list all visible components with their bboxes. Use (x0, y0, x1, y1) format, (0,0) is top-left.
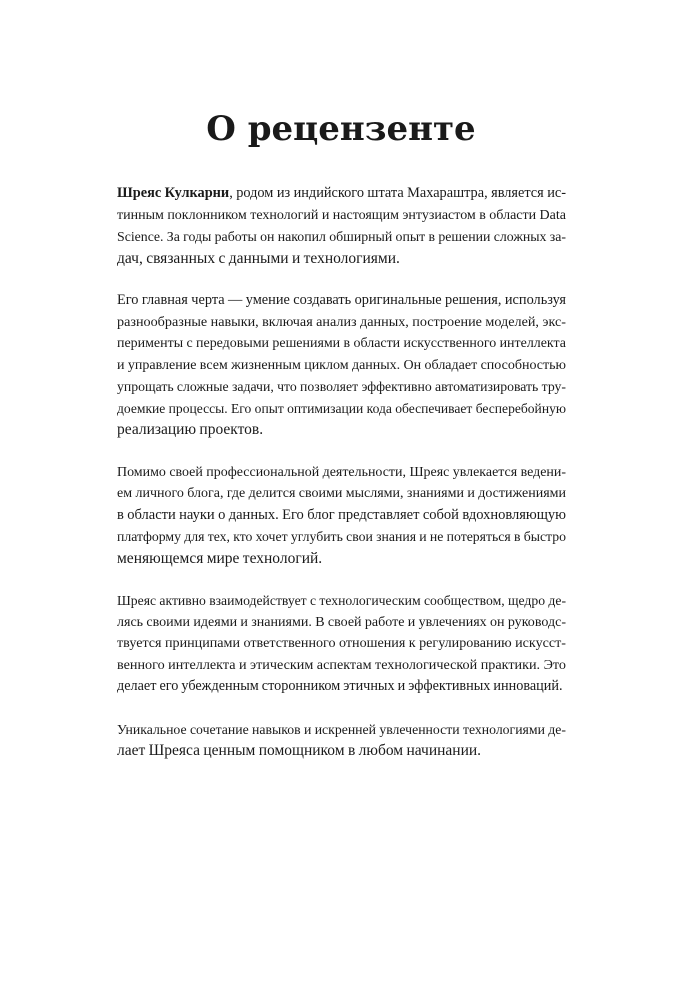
text-line: Science. За годы работы он накопил обширный опыт в решении сложных за- (117, 229, 566, 244)
text-line: Шреяс активно взаимодействует с технологическим сообществом, щедро де- (117, 593, 566, 608)
paragraph (117, 183, 566, 269)
text-line: делает его убежденным сторонником этичных и эффективных инноваций. (117, 678, 563, 694)
text-line: лает Шреяса ценным помощником в любом начинании. (117, 742, 482, 759)
reviewer-name: Шреяс Кулкарни (117, 185, 230, 201)
text-line: доемкие процессы. Его опыт оптимизации кода обеспечивает бесперебойную (117, 400, 566, 416)
text-line: Его главная черта — умение создавать оригинальные решения, используя (117, 292, 566, 308)
text-line: венного интеллекта и этическим аспектам технологической практики. Это (117, 656, 566, 673)
text-line: платформу для тех, кто хочет углубить свои знания и не потеряться в быстро (117, 529, 566, 544)
text-line: в области науки о данных. Его блог представляет собой вдохновляющую (117, 506, 566, 523)
paragraph (117, 590, 566, 698)
text-line: ем личного блога, где делится своими мыслями, знаниями и достижениями (117, 486, 566, 501)
text-line: тинным поклонником технологий и настоящим энтузиастом в области Data (117, 207, 566, 223)
text-line: твуется принципами ответственного отношения к регулированию искусст- (117, 635, 566, 651)
text-line: Уникальное сочетание навыков и искренней увлеченности технологиями де- (117, 721, 566, 737)
text-line: лясь своими идеями и знаниями. В своей работе и увлечениях он руководс- (117, 613, 566, 630)
text-line: реализацию проектов. (117, 421, 264, 438)
text-line: упрощать сложные задачи, что позволяет эффективно автоматизировать тру- (117, 379, 566, 394)
text-line: меняющемся мире технологий. (117, 549, 323, 567)
text-line: Помимо своей профессиональной деятельности, Шреяс увлекается ведени- (117, 464, 566, 480)
text-line: разнообразные навыки, включая анализ данных, построение моделей, экс- (117, 313, 566, 330)
text-line: перименты с передовыми решениями в области искусственного интеллекта (117, 336, 566, 351)
paragraph (117, 290, 566, 441)
paragraph (117, 719, 566, 762)
page-title: О рецензенте (206, 109, 476, 149)
paragraph (117, 462, 566, 570)
text-line: и управление всем жизненным циклом данных. Он обладает способностью (117, 357, 566, 373)
text-line: Шреяс Кулкарни, родом из индийского штата Махараштра, является ис- (117, 185, 566, 201)
text-line: дач, связанных с данными и технологиями. (117, 249, 400, 267)
reviewer-bio (117, 183, 566, 783)
